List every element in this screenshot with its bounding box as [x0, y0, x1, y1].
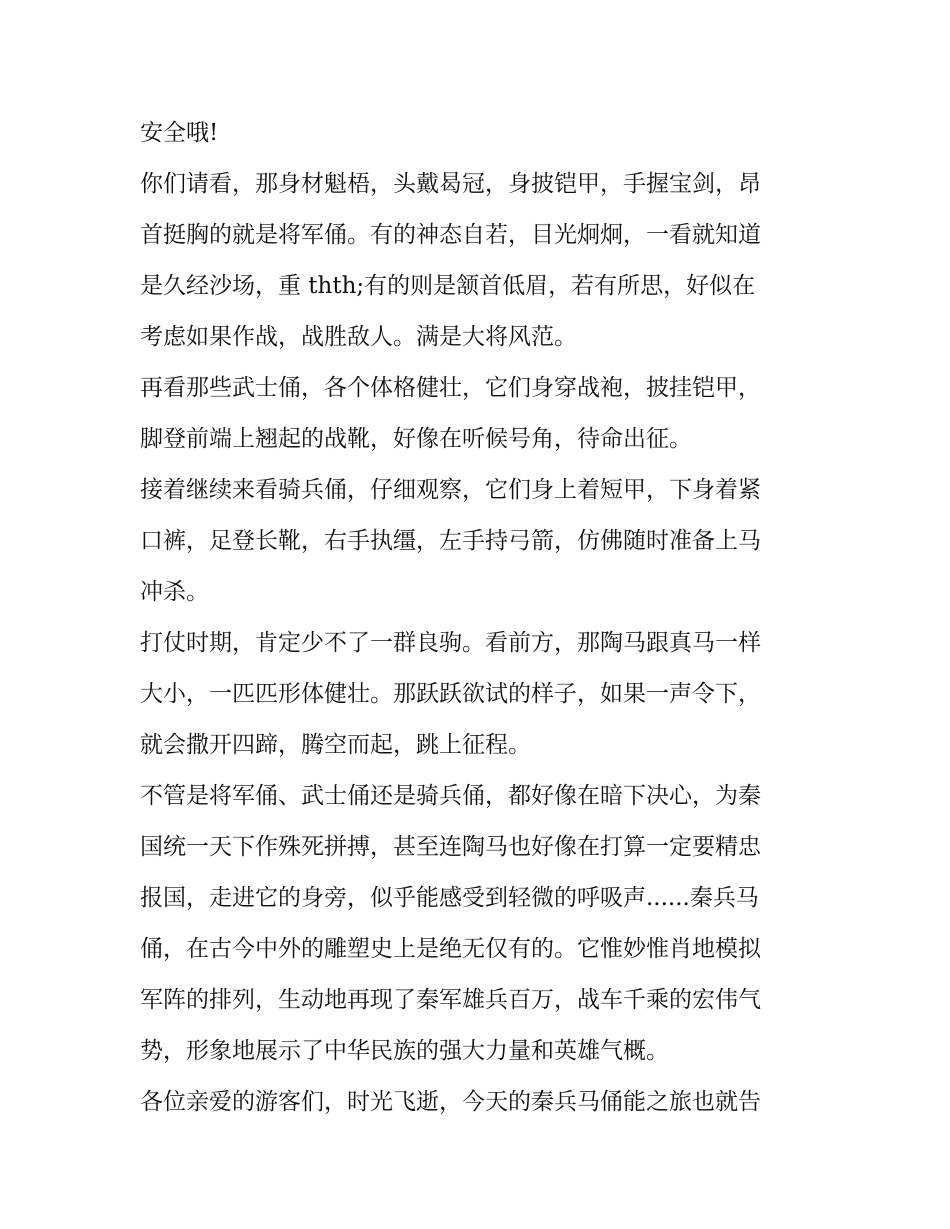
- paragraph-7: [140, 1077, 820, 1128]
- text-line: 是久经沙场，重 thth;有的则是颔首低眉，若有所思，好似在: [140, 273, 756, 299]
- paragraph-5: [140, 618, 820, 771]
- document-body: [140, 108, 820, 1128]
- text-line: 大小，一匹匹形体健壮。那跃跃欲试的样子，如果一声令下，: [140, 681, 761, 707]
- paragraph-3: [140, 363, 820, 465]
- paragraph-4: [140, 465, 820, 618]
- text-line: 国统一天下作殊死拼搏，甚至连陶马也好像在打算一定要精忠: [140, 834, 761, 860]
- text-line: 考虑如果作战，战胜敌人。满是大将风范。: [140, 324, 577, 350]
- text-line: 接着继续来看骑兵俑，仔细观察，它们身上着短甲，下身着紧: [140, 477, 761, 503]
- text-line: 口裤，足登长靴，右手执缰，左手持弓箭，仿佛随时准备上马: [140, 528, 761, 554]
- text-line: 不管是将军俑、武士俑还是骑兵俑，都好像在暗下决心，为秦: [140, 783, 761, 809]
- paragraph-1: [140, 108, 820, 159]
- text-line: 安全哦!: [140, 120, 219, 146]
- text-line: 就会撒开四蹄，腾空而起，跳上征程。: [140, 732, 531, 758]
- text-line: 再看那些武士俑，各个体格健壮，它们身穿战袍，披挂铠甲，: [140, 375, 761, 401]
- text-line: 首挺胸的就是将军俑。有的神态自若，目光炯炯，一看就知道: [140, 222, 761, 248]
- paragraph-2: [140, 159, 820, 363]
- text-line: 你们请看，那身材魁梧，头戴曷冠，身披铠甲，手握宝剑，昂: [140, 171, 761, 197]
- text-line: 各位亲爱的游客们，时光飞逝，今天的秦兵马俑能之旅也就告: [140, 1089, 761, 1115]
- text-line: 打仗时期，肯定少不了一群良驹。看前方，那陶马跟真马一样: [140, 630, 761, 656]
- text-line: 势，形象地展示了中华民族的强大力量和英雄气概。: [140, 1038, 669, 1064]
- paragraph-6: [140, 771, 820, 1077]
- text-line: 冲杀。: [140, 579, 209, 605]
- text-line: 军阵的排列，生动地再现了秦军雄兵百万，战车千乘的宏伟气: [140, 987, 761, 1013]
- text-line: 俑，在古今中外的雕塑史上是绝无仅有的。它惟妙惟肖地模拟: [140, 936, 761, 962]
- text-line: 报国，走进它的身旁，似乎能感受到轻微的呼吸声......秦兵马: [140, 885, 759, 911]
- text-line: 脚登前端上翘起的战靴，好像在听候号角，待命出征。: [140, 426, 692, 452]
